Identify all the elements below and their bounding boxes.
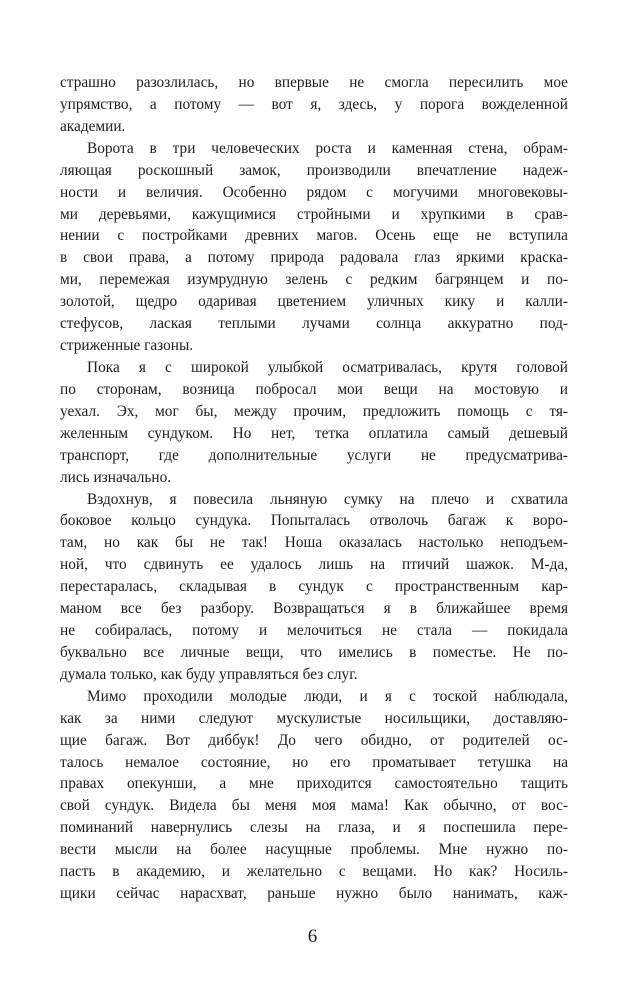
text-line: буквально все личные вещи, что имелись в поместье. Не по- bbox=[60, 643, 568, 661]
text-line: пасть в академию, и желательно с вещами. Но как? Носиль- bbox=[60, 863, 568, 881]
text-line: думала только, как буду управляться без слуг. bbox=[60, 665, 358, 683]
text-line: Ворота в три человеческих роста и каменная стена, обрам- bbox=[87, 139, 568, 157]
text-line: перестаралась, складывая в сундук с пространственным кар- bbox=[60, 578, 568, 596]
text-line: Пока я с широкой улыбкой осматривалась, крутя головой bbox=[87, 358, 568, 376]
text-line: стриженные газоны. bbox=[60, 337, 194, 355]
text-line: поминаний навернулись слезы на глаза, и я поспешила пере- bbox=[60, 819, 568, 837]
text-line: в свои права, а потому природа радовала глаз яркими краска- bbox=[60, 249, 568, 267]
text-line: щики сейчас нарасхват, раньше нужно было нанимать, каж- bbox=[60, 885, 568, 903]
text-line: ной, что сдвинуть ее удалось лишь на птичий шажок. М-да, bbox=[60, 556, 568, 574]
text-line: желенным сундуком. Но нет, тетка оплатила самый дешевый bbox=[60, 424, 568, 442]
text-line: свой сундук. Видела бы меня моя мама! Как обычно, от вос- bbox=[60, 797, 568, 815]
text-line: щие багаж. Вот диббук! До чего обидно, от родителей ос- bbox=[60, 731, 568, 749]
text-line: Мимо проходили молодые люди, и я с тоской наблюдала, bbox=[87, 687, 568, 705]
text-line: вести мысли на более насущные проблемы. Мне нужно по- bbox=[60, 841, 568, 859]
text-line: маном все без разбору. Возвращаться я в ближайшее время bbox=[60, 600, 568, 618]
page-number: 6 bbox=[307, 926, 318, 947]
text-line: талось немалое состояние, но его проматывает тетушка на bbox=[60, 753, 568, 771]
text-line: стефусов, лаская теплыми лучами солнца аккуратно под- bbox=[60, 315, 568, 333]
text-line: страшно разозлилась, но впервые не смогла пересилить мое bbox=[60, 74, 568, 91]
text-line: как за ними следуют мускулистые носильщики, доставляю- bbox=[60, 709, 568, 727]
text-line: не собиралась, потому и мелочиться не стала — покидала bbox=[60, 622, 568, 640]
text-line: ности и величия. Особенно рядом с могучими многовековы- bbox=[60, 183, 568, 201]
text-line: упрямство, а потому — вот я, здесь, у порога вожделенной bbox=[60, 95, 568, 113]
text-line: лись изначально. bbox=[60, 468, 172, 486]
text-line: Вздохнув, я повесила льняную сумку на плечо и схватила bbox=[87, 490, 568, 508]
text-line: нении с постройками древних магов. Осень еще не вступила bbox=[60, 227, 568, 245]
text-line: ми, перемежая изумрудную зелень с редким багрянцем и по- bbox=[60, 271, 568, 289]
text-line: правах опекунши, а мне приходится самостоятельно тащить bbox=[60, 775, 568, 793]
text-line: транспорт, где дополнительные услуги не предусматрива- bbox=[60, 446, 568, 464]
text-line: боковое кольцо сундука. Попыталась отволочь багаж к воро- bbox=[60, 512, 568, 530]
text-line: уехал. Эх, мог бы, между прочим, предложить помощь с тя- bbox=[60, 402, 568, 420]
text-line: академии. bbox=[60, 117, 126, 135]
text-line: ляющая роскошный замок, производили впечатление надеж- bbox=[60, 161, 568, 179]
text-line: там, но как бы не так! Ноша оказалась настолько неподъем- bbox=[60, 534, 568, 552]
text-line: по сторонам, возница побросал мои вещи на мостовую и bbox=[60, 380, 568, 398]
text-line: ми деревьями, кажущимися стройными и хрупкими в срав- bbox=[60, 205, 568, 223]
text-line: золотой, щедро одаривая цветением уличных кику и калли- bbox=[60, 293, 568, 311]
